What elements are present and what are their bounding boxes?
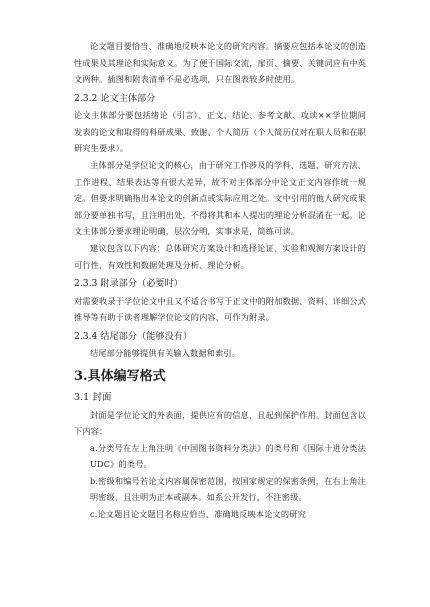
paragraph: c.论文题目论文题目名称应恰当、准确地反映本论文的研究 bbox=[90, 509, 306, 520]
paragraph: 建议包含以下内容：总体研究方案设计和选择论证、实验和观测方案设计的可行性，有效性和数据处理及分析、理论分析。 bbox=[74, 243, 366, 270]
subsection-heading: 3.1 封面 bbox=[74, 392, 112, 403]
document-body bbox=[74, 38, 366, 523]
subsubsection-heading: 2.3.2 论文主体部分 bbox=[74, 92, 156, 104]
paragraph: b.密级和编号若论文内容属保密范围，按国家规定的保密条例，在右上角注明密级，且注明为正本或副本。如系公开发行，不注密级。 bbox=[90, 475, 366, 503]
paragraph: 封面是学位论文的外表面，提供应有的信息，且起到保护作用。封面包含以下内容： bbox=[74, 409, 366, 437]
paragraph: 对需要收录于学位论文中且又不适合书写于正文中的附加数据、资料、详细公式推导等有助于读者理解学位论文的内容，可作为附录。 bbox=[74, 295, 366, 323]
paragraph: 主体部分是学位论文的核心，由于研究工作涉及的学科、选题、研究方法、工作进程、结果表达等有很大差异，故不对主体部分中论文正文内容作统一规定。但要求明确指出本论文的创新点或实际应用之处。文中引用的他人研究成果部分要单独书写，且注明出处，不得将其和本人提出的理论分析混淆在一起。论文主体部分要求理论明确，层次分明，实事求是，简练可读。 bbox=[74, 160, 366, 237]
section-heading: 3.具体编写格式 bbox=[74, 369, 166, 384]
subsubsection-heading: 2.3.3 附录部分（必要时） bbox=[74, 278, 183, 290]
paragraph: a.分类号在左上角注明《中国图书资料分类法》的类号和《国际十进分类法 UDC》的类号。 bbox=[90, 442, 366, 470]
paragraph: 论文主体部分要包括绪论（引言）、正文、结论、参考文献、攻读××学位期间发表的论文和取得的科研成果、致谢、个人简历（个人简历仅对在职人员和在职研究生要求）。 bbox=[74, 110, 366, 154]
paragraph: 结尾部分能够提供有关输入数据和索引。 bbox=[90, 348, 241, 359]
subsubsection-heading: 2.3.4 结尾部分（能够没有） bbox=[74, 330, 193, 342]
paragraph: 论文题目要恰当、准确地反映本论文的研究内容。摘要应包括本论文的创造性成果及其理论和实际意义。为了便于国际交流，扉页、摘要、关键词应有中英文两种。插图和附表清单不是必选项，只在图表较多时使用。 bbox=[74, 41, 366, 85]
